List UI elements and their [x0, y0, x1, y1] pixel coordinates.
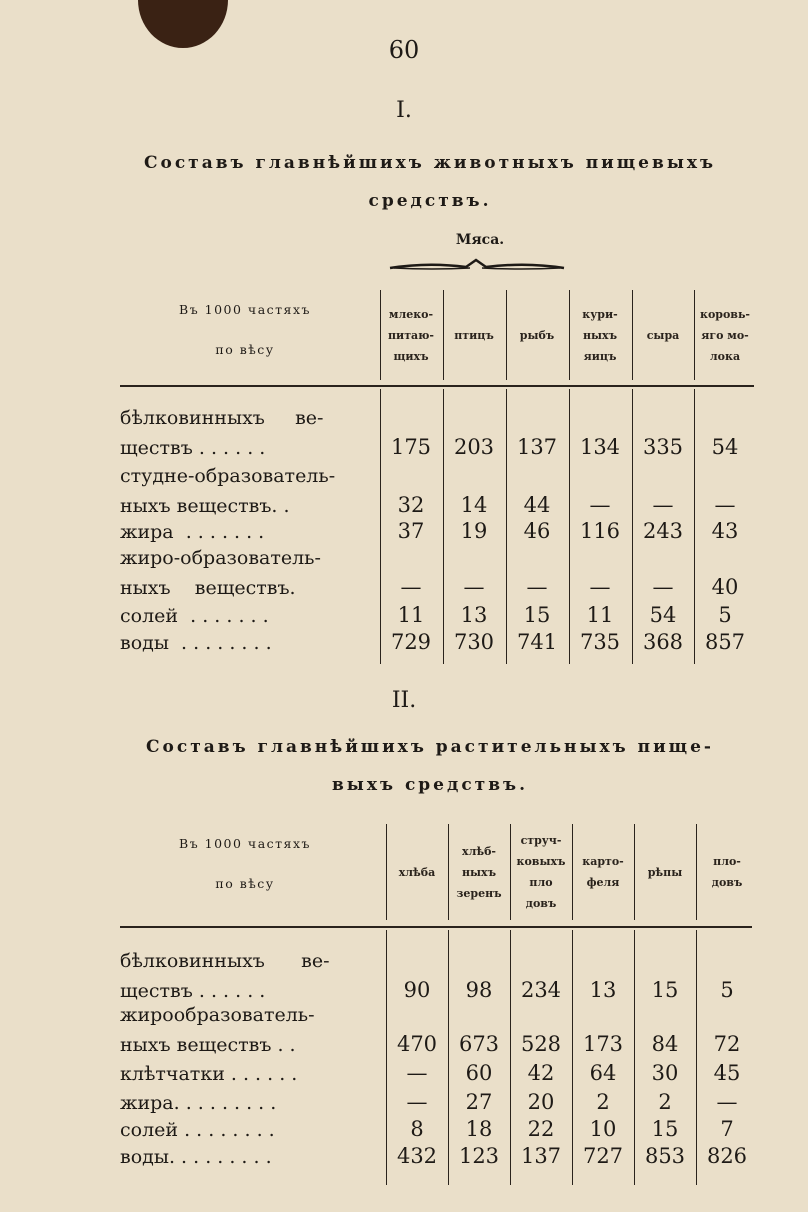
column-header-line: довъ: [711, 876, 743, 889]
column-header-line: млеко-: [388, 307, 434, 321]
row-label: ныхъ веществъ . .: [120, 1034, 296, 1056]
table-cell: 5: [718, 603, 732, 627]
section-2-title-line2: выхъ средствъ.: [332, 775, 528, 795]
header-label-line2: по вѣсу: [215, 342, 275, 357]
table-cell: 5: [720, 978, 734, 1002]
table-cell: 137: [520, 1144, 562, 1168]
column-header-line: ныхъ: [582, 328, 618, 342]
table-cell: 40: [711, 575, 739, 599]
table-cell: 44: [523, 493, 551, 517]
table-cell: 123: [458, 1144, 500, 1168]
table-cell: 203: [453, 435, 495, 459]
table-cell: 54: [649, 603, 677, 627]
table-cell: 22: [527, 1117, 555, 1141]
table-cell: 727: [582, 1144, 624, 1168]
table-cell: 20: [527, 1090, 555, 1114]
table-cell: —: [400, 575, 422, 599]
table-cell: 853: [644, 1144, 686, 1168]
column-header: [634, 862, 696, 883]
header-label: [120, 290, 370, 370]
row-label: ществъ . . . . . .: [120, 980, 266, 1002]
table-cell: 175: [390, 435, 432, 459]
section-1-title-line1: Составъ главнѣйшихъ животныхъ пищевыхъ: [143, 153, 717, 173]
header-label-line1: Въ 1000 частяхъ: [179, 302, 311, 317]
table-cell: 98: [465, 978, 493, 1002]
table-cell: 15: [651, 1117, 679, 1141]
column-header-line: яицъ: [583, 349, 617, 363]
table-cell: 173: [582, 1032, 624, 1056]
row-label: солей . . . . . . . .: [120, 1119, 275, 1141]
header-rule: [120, 385, 754, 387]
column-header-line: птицъ: [454, 328, 494, 342]
row-label: воды . . . . . . . .: [120, 632, 272, 654]
table-cell: 673: [458, 1032, 500, 1056]
table-cell: 2: [658, 1090, 672, 1114]
column-header-line: яго мо-: [701, 328, 749, 342]
table-cell: 7: [720, 1117, 734, 1141]
column-header-line: пло: [529, 876, 553, 889]
header-label: [120, 824, 370, 904]
table-cell: —: [463, 575, 485, 599]
header-label-line2: по вѣсу: [215, 876, 275, 891]
column-header-line: коровь-: [700, 307, 750, 321]
column-header-line: хлѣб-: [462, 844, 496, 858]
column-header: [632, 325, 694, 346]
row-label: ныхъ веществъ. .: [120, 495, 290, 517]
table-cell: 27: [465, 1090, 493, 1114]
table-cell: 134: [579, 435, 621, 459]
table-cell: 37: [397, 519, 425, 543]
table-cell: 15: [651, 978, 679, 1002]
column-header-line: струч-: [520, 834, 562, 847]
table-cell: 10: [589, 1117, 617, 1141]
table-cell: 8: [410, 1117, 424, 1141]
table-cell: 857: [704, 630, 746, 654]
row-label: воды. . . . . . . . .: [120, 1146, 272, 1168]
column-header-line: зеренъ: [456, 886, 502, 900]
table-cell: —: [652, 493, 674, 517]
table-cell: —: [652, 575, 674, 599]
table-cell: 116: [579, 519, 621, 543]
table-cell: 13: [589, 978, 617, 1002]
table-cell: 90: [403, 978, 431, 1002]
table-cell: 15: [523, 603, 551, 627]
table-cell: 14: [460, 493, 488, 517]
column-header-line: питаю-: [388, 328, 434, 342]
table-cell: 32: [397, 493, 425, 517]
table-cell: 64: [589, 1061, 617, 1085]
section-2-title-line1: Составъ главнѣйшихъ растительныхъ пище-: [146, 737, 714, 757]
column-header: [696, 851, 758, 893]
column-header-line: пло-: [713, 855, 741, 868]
table-cell: 18: [465, 1117, 493, 1141]
column-header-line: ныхъ: [461, 865, 497, 879]
table-cell: 243: [642, 519, 684, 543]
table-cell: 11: [586, 603, 614, 627]
row-label: студне-образователь-: [120, 465, 336, 487]
column-header-line: щихъ: [393, 349, 429, 363]
column-header: [448, 841, 510, 904]
section-2-numeral: II.: [391, 688, 417, 713]
section-1-title-line2: средствъ.: [368, 191, 492, 211]
table-cell: 741: [516, 630, 558, 654]
column-header-line: лока: [709, 349, 741, 363]
table-cell: —: [589, 493, 611, 517]
table-cell: 729: [390, 630, 432, 654]
table-cell: 30: [651, 1061, 679, 1085]
column-header-line: хлѣба: [398, 865, 436, 879]
column-header: [569, 304, 631, 367]
table-cell: 43: [711, 519, 739, 543]
row-label: ществъ . . . . . .: [120, 437, 266, 459]
row-label: жирообразователь-: [120, 1004, 315, 1026]
table-cell: 335: [642, 435, 684, 459]
table-cell: 735: [579, 630, 621, 654]
column-header: [694, 304, 756, 367]
table-cell: 45: [713, 1061, 741, 1085]
table-cell: —: [714, 493, 736, 517]
table-cell: —: [716, 1090, 738, 1114]
column-header-line: сыра: [646, 328, 680, 342]
table-cell: 432: [396, 1144, 438, 1168]
table-cell: 60: [465, 1061, 493, 1085]
column-header-line: рыбъ: [519, 328, 555, 342]
table-cell: 730: [453, 630, 495, 654]
row-label: жиро-образователь-: [120, 547, 321, 569]
table-cell: 54: [711, 435, 739, 459]
section-1-group-label: Мяса.: [455, 232, 505, 248]
row-label: жира . . . . . . .: [120, 521, 265, 543]
column-header-line: кури-: [582, 307, 618, 321]
section-1-title: [100, 144, 760, 220]
row-label: клѣтчатки . . . . . .: [120, 1063, 298, 1085]
table-cell: —: [526, 575, 548, 599]
table-cell: 137: [516, 435, 558, 459]
table-cell: 19: [460, 519, 488, 543]
section-1-numeral: I.: [396, 98, 412, 123]
column-header: [380, 304, 442, 367]
column-header: [386, 862, 448, 883]
page-number: 60: [388, 36, 420, 64]
table-cell: 42: [527, 1061, 555, 1085]
row-label: ныхъ веществъ.: [120, 577, 296, 599]
table-cell: 368: [642, 630, 684, 654]
row-label: жира. . . . . . . . .: [120, 1092, 277, 1114]
row-label: бѣлковинныхъ ве-: [120, 407, 324, 429]
table-cell: 2: [596, 1090, 610, 1114]
section-2-title: [100, 728, 760, 804]
column-header: [572, 851, 634, 893]
table-cell: 528: [520, 1032, 562, 1056]
table-cell: 72: [713, 1032, 741, 1056]
column-header-line: карто-: [582, 855, 624, 868]
table-cell: 470: [396, 1032, 438, 1056]
column-header-line: довъ: [525, 897, 557, 910]
table-cell: 234: [520, 978, 562, 1002]
table-cell: 84: [651, 1032, 679, 1056]
table-cell: 13: [460, 603, 488, 627]
table-cell: 826: [706, 1144, 748, 1168]
column-header-line: феля: [586, 876, 620, 889]
table-cell: 46: [523, 519, 551, 543]
column-header: [506, 325, 568, 346]
table-cell: —: [406, 1090, 428, 1114]
column-header-line: рѣпы: [647, 865, 683, 879]
flourish-ornament: [388, 258, 566, 276]
column-header: [510, 830, 572, 914]
row-label: бѣлковинныхъ ве-: [120, 950, 330, 972]
column-header-line: ковыхъ: [516, 855, 566, 868]
row-label: солей . . . . . . .: [120, 605, 269, 627]
header-rule: [120, 926, 752, 928]
table-cell: 11: [397, 603, 425, 627]
table-cell: —: [406, 1061, 428, 1085]
table-cell: —: [589, 575, 611, 599]
column-header: [443, 325, 505, 346]
header-label-line1: Въ 1000 частяхъ: [179, 836, 311, 851]
